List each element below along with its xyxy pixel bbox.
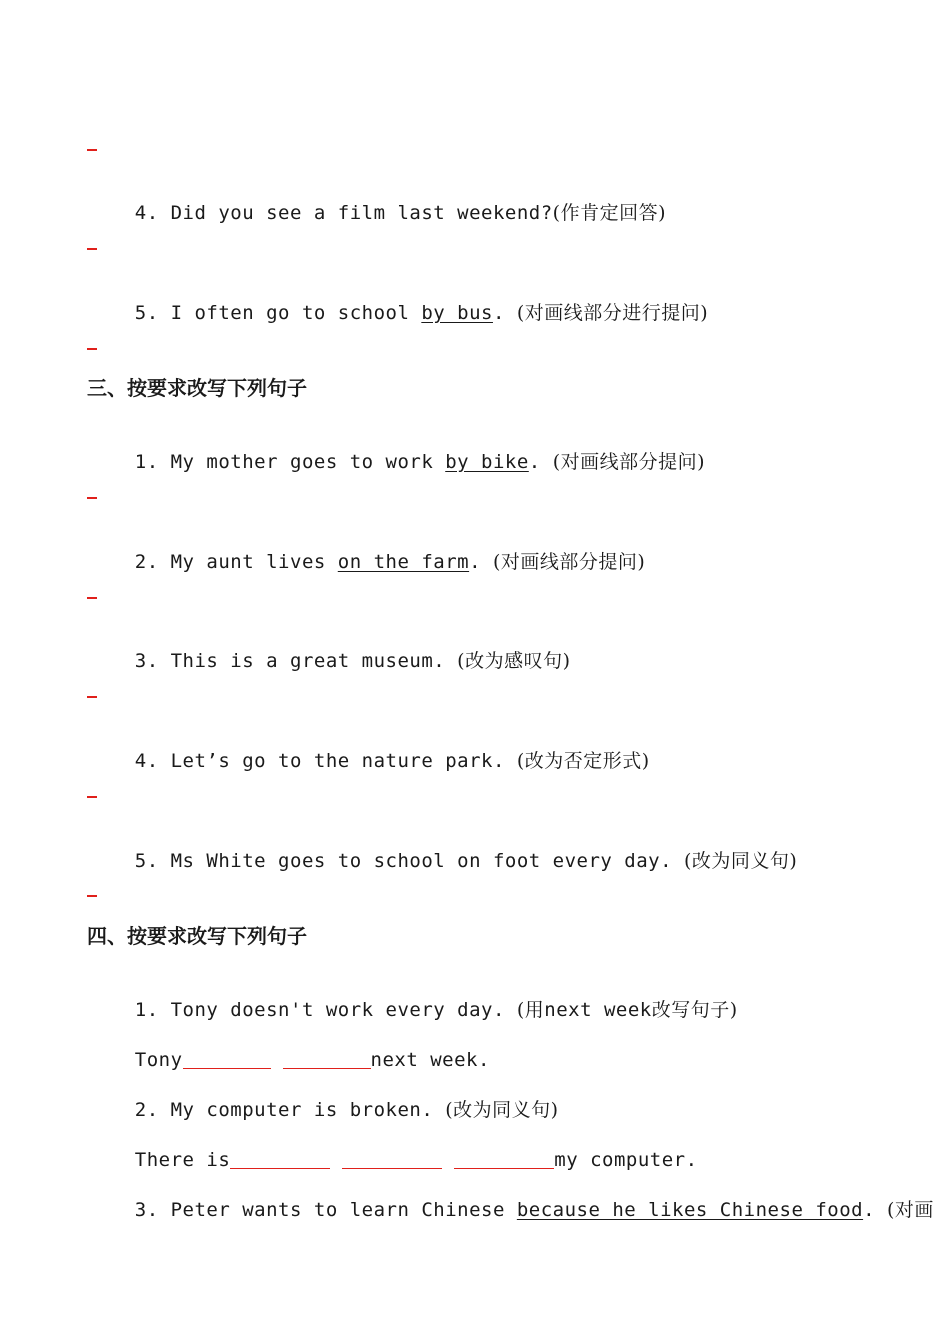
- question-4-1: [87, 974, 738, 1021]
- question-text: My computer is broken.: [170, 1099, 446, 1121]
- question-number: 3.: [134, 1199, 159, 1221]
- answer-4-2: [87, 1124, 698, 1171]
- question-text-end: .: [469, 551, 493, 573]
- question-text: I often go to school: [170, 302, 422, 324]
- question-hint: (改为同义句): [684, 850, 798, 872]
- answer-line[interactable]: [87, 348, 97, 350]
- answer-line[interactable]: [87, 497, 97, 499]
- answer-4-1: [87, 1024, 490, 1071]
- underlined-phrase: by bus: [421, 302, 493, 324]
- underlined-phrase: because he likes Chinese food: [516, 1199, 864, 1221]
- answer-lead: Tony: [134, 1049, 183, 1071]
- question-text-end: .: [528, 451, 553, 473]
- question-4-3: [87, 1174, 934, 1221]
- question-hint: (改为否定形式): [516, 750, 650, 772]
- question-number: 5.: [134, 302, 159, 324]
- answer-tail: next week.: [370, 1049, 490, 1071]
- question-4-2: [87, 1074, 559, 1121]
- question-text: My aunt lives: [170, 551, 338, 573]
- question-3-3: [87, 625, 571, 672]
- question-3-2: [87, 526, 646, 573]
- question-hint: (对画: [886, 1199, 934, 1221]
- question-3-4: [87, 725, 650, 772]
- question-hint-open: (用: [516, 999, 545, 1021]
- question-number: 4.: [134, 750, 159, 772]
- question-number: 1.: [134, 451, 159, 473]
- question-text: Peter wants to learn Chinese: [170, 1199, 517, 1221]
- question-number: 3.: [134, 650, 159, 672]
- question-text: This is a great museum.: [170, 650, 458, 672]
- answer-blank[interactable]: [230, 1148, 330, 1169]
- question-text: Ms White goes to school on foot every day.: [170, 850, 684, 872]
- question-hint-phrase: next week: [544, 999, 652, 1021]
- question-hint: (对画线部分提问): [493, 551, 646, 573]
- answer-lead: There is: [134, 1149, 231, 1171]
- question-3-1: [87, 426, 706, 473]
- question-number: 5.: [134, 850, 159, 872]
- question-hint: (对画线部分提问): [552, 451, 706, 473]
- answer-line[interactable]: [87, 248, 97, 250]
- answer-blank[interactable]: [342, 1148, 442, 1169]
- question-number: 1.: [134, 999, 159, 1021]
- question-3-5: [87, 825, 798, 872]
- answer-line[interactable]: [87, 597, 97, 599]
- answer-line[interactable]: [87, 696, 97, 698]
- question-number: 2.: [134, 551, 159, 573]
- answer-line[interactable]: [87, 796, 97, 798]
- question-text: Tony doesn't work every day.: [170, 999, 517, 1021]
- answer-line[interactable]: [87, 895, 97, 897]
- answer-line[interactable]: [87, 149, 97, 151]
- answer-blank[interactable]: [283, 1048, 371, 1069]
- question-hint-close: 改写句子): [651, 999, 738, 1021]
- underlined-phrase: on the farm: [337, 551, 470, 573]
- question-hint: (作肯定回答): [552, 202, 666, 224]
- underlined-phrase: by bike: [445, 451, 529, 473]
- question-text: My mother goes to work: [170, 451, 446, 473]
- section-heading: 三、按要求改写下列句子: [87, 376, 307, 400]
- question-2-5: [87, 277, 709, 324]
- question-number: 2.: [134, 1099, 159, 1121]
- question-number: 4.: [134, 202, 159, 224]
- question-text-end: .: [492, 302, 517, 324]
- answer-tail: my computer.: [554, 1149, 698, 1171]
- question-2-4: [87, 177, 666, 224]
- question-text-end: .: [863, 1199, 887, 1221]
- question-text: Did you see a film last weekend?: [170, 202, 553, 224]
- question-hint: (改为同义句): [445, 1099, 559, 1121]
- answer-blank[interactable]: [183, 1048, 271, 1069]
- section-heading: 四、按要求改写下列句子: [87, 924, 307, 948]
- question-text: Let’s go to the nature park.: [170, 750, 517, 772]
- answer-blank[interactable]: [454, 1148, 554, 1169]
- question-hint: (对画线部分进行提问): [516, 302, 709, 324]
- question-hint: (改为感叹句): [457, 650, 571, 672]
